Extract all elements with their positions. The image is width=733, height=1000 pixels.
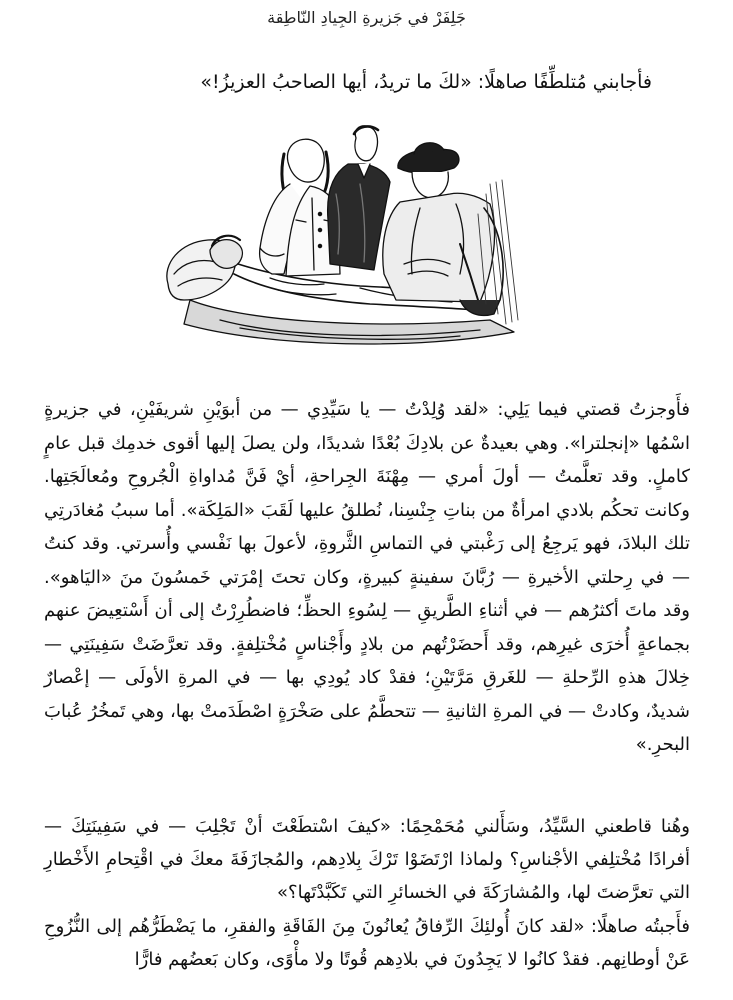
illustration-figure [160, 124, 522, 356]
story-paragraph: فأَوجزتُ قصتي فيما يَلِي: «لقد وُلِدْتُ — يا سَيِّدِي — من أبوَيْنِ شريفَيْنِ، في جزيرةٍ اسْمُها «إنجلترا». وهي بعيدةٌ عن بلادِكَ بُعْدًا شديدًا، ولن يصلَ إليها أقوى خدمِك قبل عامٍ كاملٍ. وقد تعلَّمتُ — أولَ أمري — مِهْنَةَ الجِراحةِ، أيْ فَنَّ مُداواةِ الْجُروحِ ومُعالَجَتِها. وكانت تحكُم بلادي امرأةٌ من بناتِ جِنْسِنا، نُطلقُ عليها لَقَبَ «المَلِكَة». أما سببُ مُغادَرتِي تلك البلادَ، فهو يَرجِعُ إلى رَغْبتي في التماسِ الثَّروةِ، لأعولَ بها نَفْسي وأُسرتي. وقد كنتُ — في رِحلتي الأخيرةِ — رُبَّانَ سفينةٍ كبيرةٍ، وكان تحتَ إمْرَتي خَمسُونَ منَ «اليَاهو». وقد ماتَ أكثرُهم — في أثناءِ الطَّريقِ — لِسُوءِ الحظِّ؛ فاضطُرِرْتُ إلى أن أَسْتعِيضَ عنهم بجماعةٍ أُخرَى غيرِهم، وقد أَحضَرْتُهم من بلادٍ وأَجْناسٍ مُخْتلِفةٍ. وقد تعرَّضَتْ سَفِينَتِي — خِلالَ هذهِ الرِّحلةِ — للغَرقِ مَرَّتَيْنِ؛ فقدْ كاد يُودِي بها — في المرةِ الأولَى — إعْصارٌ شديدٌ، وكادتْ — في المرةِ الثانيةِ — تتحطَّمُ على صَخْرَةٍ اصْطَدَمتْ بها، وهي تَمخُرُ عُبابَ البحرِ.» [44, 399, 690, 755]
running-head: جَلِفَرْ في جَزيرةِ الجِيادِ النّاطِقة [267, 8, 466, 27]
answer-paragraph: فأَجبتُه صاهلًا: «لقد كانَ أُولئِكَ الرِّفاقُ يُعانُونَ مِنَ الفَاقَةِ والفقرِ، ما يَضْطَرُّهُم إلى النُّزُوحِ عَنْ أوطانِهم. فقدْ كانُوا لا يَجِدُونَ في بلادِهم قُوتًا ولا مأْوًى، وكان بَعضُهم فارًّا [44, 916, 690, 970]
intro-paragraph: فأجابني مُتلطِّفًا صاهلًا: «لكَ ما تريدُ، أيها الصاحبُ العزيزُ!» [200, 71, 652, 93]
question-paragraph: وهُنا قاطعني السَّيِّدُ، وسَأَلني مُحَمْحِمًا: «كيفَ اسْتطَعْتَ أنْ تَجْلِبَ — في سَفِينَتِكَ — أفرادًا مُخْتلِفي الأجْناسِ؟ ولماذا ارْتَضَوْا تَرْكَ بِلادِهم، والمُجازَفَةَ معكَ في اقْتِحامِ الأَخْطارِ التي تعرَّضتَ لها، والمُشارَكَةَ في الخسائرِ التي تَكَبَّدْتَها؟» [44, 816, 690, 903]
standing-man-center [328, 126, 390, 270]
